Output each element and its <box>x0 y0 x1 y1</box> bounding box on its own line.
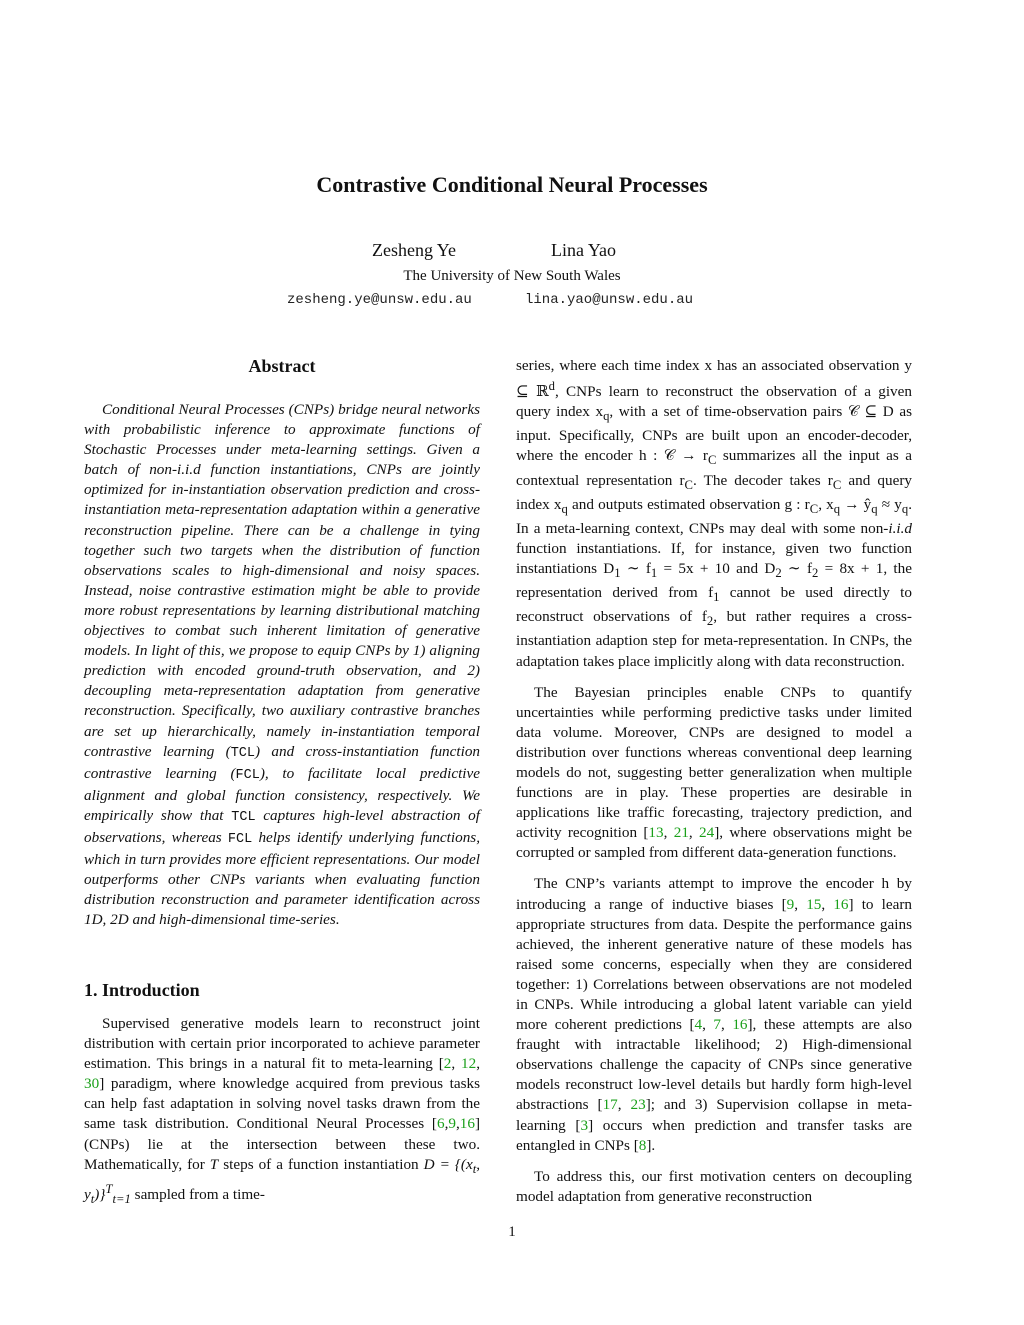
paper-title: Contrastive Conditional Neural Processes <box>316 172 708 197</box>
abstract-text: Conditional Neural Processes (CNPs) bridge neural networks with probabilistic inference to approximate functions of Stochastic Processes under meta-learning settings. Given a batch of non-i.i.d function instantiations, CNPs are jointly optimized for in-instantiation observation prediction and cross-instantiation meta-representation adaptation within a generative reconstruction pipeline. There can be a challenge in tying together such two targets when the distribution of function observations scales to high-dimensional and noisy spaces. Instead, noise contrastive estimation might be able to provide more robust representations by learning distributional matching objectives to combat such inherent limitation of generative models. In light of this, we propose to equip CNPs by 1) aligning prediction with encoded ground-truth observation, and 2) decoupling meta-representation adaptation from generative reconstruction. Specifically, two auxiliary contrastive branches are set up hierarchically, namely in-instantiation temporal contrastive learning (TCL) and cross-instantiation function contrastive learning (FCL), to facilitate local predictive alignment and global function consistency, respectively. We empirically show that TCL captures high-level abstraction of observations, whereas FCL helps identify underlying functions, which in turn provides more efficient representations. Our model outperforms other CNPs variants when evaluating function distribution reconstruction and parameter identification across 1D, 2D and high-dimensional time-series. <box>84 401 481 929</box>
affiliation: The University of New South Wales <box>403 268 621 284</box>
citation-link[interactable]: 7 <box>713 1016 722 1034</box>
citation-link[interactable]: 13 <box>648 824 664 842</box>
citation-link[interactable]: 3 <box>580 1116 589 1134</box>
author-email[interactable]: zesheng.ye@unsw.edu.au <box>287 292 472 308</box>
citation-link[interactable]: 9 <box>448 1115 456 1133</box>
right-column-text: series, where each time index x has an associated observation y ⊆ ℝ$^d$, CNPs learn to reconstruct the observation of a given query index $x_q$, with a set of time-observation pairs 𝒞 ⊆ D as input. Specifically, CNPs are built upon an encoder-decoder, where the encoder h : 𝒞 → $r_C$ summarizes all the input as a contextual representation $r_C$. The decoder takes $r_C$ and query index $x_q$ and outputs estimated observation g : $r_C$, $x_q$ → $ŷ_q \approx y_q$. In a meta-learning context, CNPs may deal with some non-i.i.d function instantiations. If, for instance, given two function instantiations $D_1$ ∼ $f_1 = 5x + 10$ and $D_2$ ∼ $f_2 = 8x + 1$, the representation derived from $f_1$ cannot be used directly to reconstruct observations of $f_2$, but rather requires a cross-instantiation adaption step for meta-representation. In CNPs, the adaptation takes place implicitly along with data reconstruction. The Bayesian principles enable CNPs to quantify uncertainties while performing predictive tasks under limited data volume. Moreover, CNPs are designed to model a distribution over functions whereas conventional deep learning models do not, suggesting better generalization when multiple functions are in play. These properties are desirable in applications like traffic forecasting, trajectory prediction, and activity recognition [13, 21, 24], where observations might be corrupted or sampled from different data-generation functions. The CNP’s variants attempt to improve the encoder h by introducing a range of inductive biases [9, 15, 16] to learn appropriate structures from data. Despite the performance gains achieved, the inherent generative nature of these models has raised some concerns, especially when they are considered together: 1) Correlations between observations are not modeled in CNPs. While introducing a global latent variable can yield more coherent predictions [4, 7, 16], these attempts are also fraught with intractable likelihood; 2) High-dimensional observations challenge the capacity of CNPs since generative models reconstruct low-level details but hardly form high-level abstractions [17, 23]; and 3) Supervision collapse in meta-learning [3] occurs when prediction and transfer tasks are entangled in CNPs [8]. To address this, our first motivation centers on decoupling model adaptation from generative reconstruction <box>516 357 913 1205</box>
author-email[interactable]: lina.yao@unsw.edu.au <box>525 292 694 308</box>
citation-link[interactable]: 24 <box>699 824 715 842</box>
author-name: Lina Yao <box>551 240 617 260</box>
author-name: Zesheng Ye <box>372 240 456 260</box>
citation-link[interactable]: 6 <box>436 1115 445 1133</box>
citation-link[interactable]: 9 <box>786 895 795 913</box>
citation-link[interactable]: 30 <box>84 1075 100 1093</box>
citation-link[interactable]: 17 <box>602 1096 618 1114</box>
citation-link[interactable]: 21 <box>673 824 689 842</box>
citation-link[interactable]: 4 <box>694 1016 703 1034</box>
citation-link[interactable]: 16 <box>833 895 849 913</box>
citation-link[interactable]: 16 <box>459 1115 475 1133</box>
introduction-text: Supervised generative models learn to reconstruct joint distribution with certain prior incorporated to achieve parameter estimation. This brings in a natural fit to meta-learning [2, 12, 30] paradigm, where knowledge acquired from previous tasks can help fast adaptation in solving novel tasks drawn from the same task distribution. Conditional Neural Processes [6,9,16] (CNPs) lie at the intersection between these two. Mathematically, for T steps of a function instantiation $D = \{(x_t$, $y_t)\}^T_{t=1}$ sampled from a time- <box>84 1015 481 1206</box>
citation-link[interactable]: 23 <box>630 1096 646 1114</box>
citation-link[interactable]: 8 <box>638 1136 647 1154</box>
page-number: 1 <box>508 1224 516 1240</box>
citation-link[interactable]: 12 <box>461 1055 477 1073</box>
citation-link[interactable]: 15 <box>806 895 822 913</box>
introduction-heading: 1. Introduction <box>84 980 200 1000</box>
abstract-heading: Abstract <box>248 356 316 376</box>
citation-link[interactable]: 16 <box>732 1016 748 1034</box>
citation-link[interactable]: 2 <box>443 1055 452 1073</box>
